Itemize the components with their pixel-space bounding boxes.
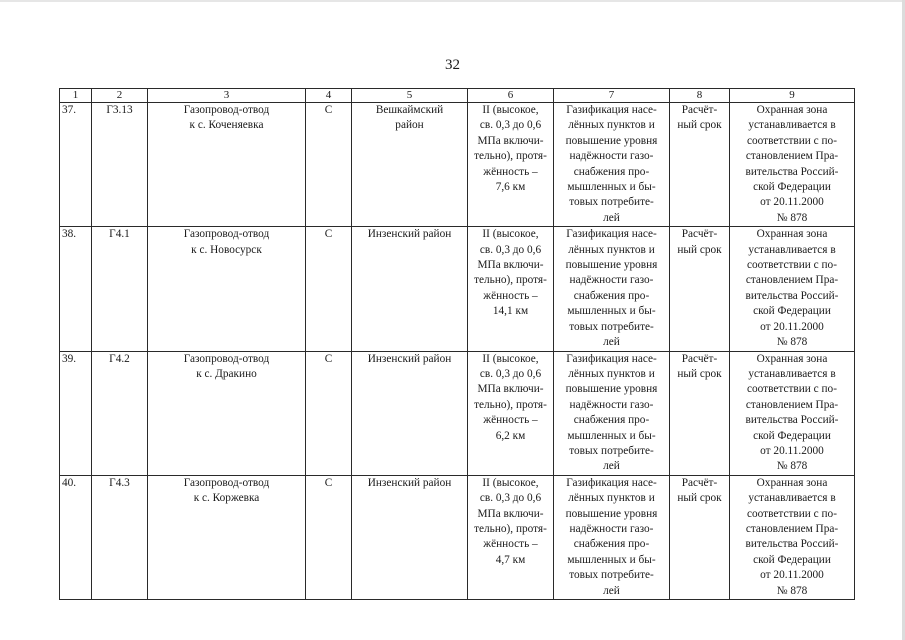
cell-line: тельно), протя- (474, 274, 547, 287)
cell-line: 6,2 км (495, 429, 526, 442)
protection-zone-cell (730, 475, 855, 599)
cell-line: соответствии с по- (747, 134, 837, 147)
cell-line: лей (603, 460, 620, 473)
cell-line: товых потребите- (569, 569, 654, 582)
cell-line: св. 0,3 до 0,6 (479, 367, 542, 380)
cell-line: вительства Россий- (745, 289, 839, 302)
gas-pipeline-table (59, 88, 855, 600)
cell-line: Расчёт- (681, 476, 718, 489)
cell-line: устанавливается в (748, 367, 836, 380)
cell-line: Газопровод-отвод (183, 104, 270, 116)
row-number-cell: 37. (60, 103, 92, 227)
cell-line: надёжности газо- (569, 150, 654, 163)
cell-line: 14,1 км (492, 305, 529, 318)
scan-top-edge (0, 0, 905, 2)
district-cell (352, 475, 468, 599)
term-cell (670, 351, 730, 475)
cell-line: Газификация насе- (566, 104, 657, 116)
cell-line: тельно), протя- (474, 522, 547, 535)
cell-line: Газопровод-отвод (183, 476, 270, 489)
cell-line: лённых пунктов и (568, 243, 655, 256)
row-number-cell: 39. (60, 351, 92, 475)
object-code-cell: Г4.1 (92, 227, 148, 351)
cell-line: вительства Россий- (745, 414, 839, 427)
cell-line: ный срок (677, 492, 722, 505)
table-row (60, 103, 855, 227)
cell-line: ный срок (677, 367, 722, 380)
table-body (60, 103, 855, 600)
column-header: 3 (148, 89, 306, 103)
cell-line: соответствии с по- (747, 383, 837, 396)
object-name-cell (148, 475, 306, 599)
cell-line: тельно), протя- (474, 398, 547, 411)
column-header: 5 (352, 89, 468, 103)
cell-line: устанавливается в (748, 492, 836, 505)
cell-line: становлением Пра- (745, 398, 839, 411)
protection-zone-cell (730, 351, 855, 475)
table-row (60, 351, 855, 475)
cell-line: Расчёт- (681, 104, 718, 116)
cell-line: жённость – (483, 538, 538, 551)
district-cell (352, 351, 468, 475)
cell-line: Расчёт- (681, 228, 718, 241)
cell-line: Инзенский район (367, 352, 452, 365)
cell-line: товых потребите- (569, 444, 654, 457)
cell-line: район (395, 119, 424, 132)
cell-line: к с. Дракино (196, 367, 257, 380)
purpose-cell (554, 227, 670, 351)
cell-line: лённых пунктов и (568, 119, 655, 132)
cell-line: становлением Пра- (745, 522, 839, 535)
cell-line: Газификация насе- (566, 352, 657, 365)
cell-line: снабжения про- (573, 165, 650, 178)
term-cell (670, 227, 730, 351)
district-cell (352, 103, 468, 227)
cell-line: вительства Россий- (745, 165, 839, 178)
cell-line: II (высокое, (482, 352, 539, 365)
cell-line: мышленных и бы- (567, 553, 656, 566)
purpose-cell (554, 103, 670, 227)
row-number-cell: 40. (60, 475, 92, 599)
status-cell: С (306, 103, 352, 227)
table-row (60, 227, 855, 351)
cell-line: лей (603, 211, 620, 224)
cell-line: лей (603, 584, 620, 597)
cell-line: ской Федерации (753, 305, 831, 318)
column-header: 8 (670, 89, 730, 103)
cell-line: к с. Коржевка (193, 492, 260, 505)
cell-line: МПа включи- (477, 134, 544, 147)
cell-line: жённость – (483, 289, 538, 302)
cell-line: соответствии с по- (747, 507, 837, 520)
cell-line: к с. Коченяевка (189, 119, 264, 132)
cell-line: от 20.11.2000 (760, 444, 824, 457)
cell-line: Газификация насе- (566, 228, 657, 241)
parameters-cell (468, 103, 554, 227)
cell-line: Газопровод-отвод (183, 352, 270, 365)
column-header: 9 (730, 89, 855, 103)
cell-line: вительства Россий- (745, 538, 839, 551)
cell-line: повышение уровня (565, 259, 658, 272)
cell-line: повышение уровня (565, 507, 658, 520)
object-name-cell (148, 351, 306, 475)
cell-line: ской Федерации (753, 429, 831, 442)
cell-line: мышленных и бы- (567, 305, 656, 318)
cell-line: от 20.11.2000 (760, 569, 824, 582)
cell-line: Охранная зона (756, 228, 828, 241)
cell-line: Охранная зона (756, 476, 828, 489)
cell-line: II (высокое, (482, 228, 539, 241)
protection-zone-cell (730, 103, 855, 227)
cell-line: Охранная зона (756, 104, 828, 116)
cell-line: II (высокое, (482, 476, 539, 489)
cell-line: надёжности газо- (569, 398, 654, 411)
cell-line: лённых пунктов и (568, 367, 655, 380)
cell-line: устанавливается в (748, 243, 836, 256)
status-cell: С (306, 351, 352, 475)
cell-line: МПа включи- (477, 507, 544, 520)
parameters-cell (468, 227, 554, 351)
cell-line: Газопровод-отвод (183, 228, 270, 241)
cell-line: св. 0,3 до 0,6 (479, 243, 542, 256)
cell-line: Расчёт- (681, 352, 718, 365)
cell-line: № 878 (776, 336, 808, 349)
cell-line: жённость – (483, 165, 538, 178)
cell-line: 7,6 км (495, 181, 526, 194)
purpose-cell (554, 475, 670, 599)
cell-line: соответствии с по- (747, 259, 837, 272)
district-cell (352, 227, 468, 351)
object-code-cell: Г4.2 (92, 351, 148, 475)
cell-line: товых потребите- (569, 196, 654, 209)
object-name-cell (148, 103, 306, 227)
object-name-cell (148, 227, 306, 351)
column-header: 7 (554, 89, 670, 103)
cell-line: повышение уровня (565, 383, 658, 396)
cell-line: товых потребите- (569, 320, 654, 333)
cell-line: снабжения про- (573, 414, 650, 427)
cell-line: от 20.11.2000 (760, 320, 824, 333)
column-header: 1 (60, 89, 92, 103)
cell-line: МПа включи- (477, 259, 544, 272)
column-header: 2 (92, 89, 148, 103)
object-code-cell: Г4.3 (92, 475, 148, 599)
cell-line: ской Федерации (753, 181, 831, 194)
cell-line: № 878 (776, 211, 808, 224)
cell-line: св. 0,3 до 0,6 (479, 492, 542, 505)
cell-line: ской Федерации (753, 553, 831, 566)
cell-line: Охранная зона (756, 352, 828, 365)
parameters-cell (468, 351, 554, 475)
column-header: 4 (306, 89, 352, 103)
cell-line: тельно), протя- (474, 150, 547, 163)
cell-line: жённость – (483, 414, 538, 427)
status-cell: С (306, 227, 352, 351)
cell-line: к с. Новосурск (191, 243, 262, 256)
protection-zone-cell (730, 227, 855, 351)
cell-line: надёжности газо- (569, 522, 654, 535)
object-code-cell: Г3.13 (92, 103, 148, 227)
header-row (60, 89, 855, 103)
cell-line: снабжения про- (573, 289, 650, 302)
cell-line: ный срок (677, 243, 722, 256)
cell-line: надёжности газо- (569, 274, 654, 287)
table-row (60, 475, 855, 599)
cell-line: лей (603, 336, 620, 349)
cell-line: становлением Пра- (745, 274, 839, 287)
cell-line: мышленных и бы- (567, 429, 656, 442)
status-cell: С (306, 475, 352, 599)
cell-line: Газификация насе- (566, 476, 657, 489)
purpose-cell (554, 351, 670, 475)
cell-line: св. 0,3 до 0,6 (479, 119, 542, 132)
cell-line: Инзенский район (367, 228, 452, 241)
cell-line: II (высокое, (482, 104, 539, 116)
row-number-cell: 38. (60, 227, 92, 351)
cell-line: МПа включи- (477, 383, 544, 396)
cell-line: снабжения про- (573, 538, 650, 551)
cell-line: № 878 (776, 584, 808, 597)
page-number: 32 (445, 57, 460, 73)
cell-line: ный срок (677, 119, 722, 132)
cell-line: 4,7 км (495, 553, 526, 566)
cell-line: лённых пунктов и (568, 492, 655, 505)
cell-line: повышение уровня (565, 134, 658, 147)
cell-line: Вешкаймский (375, 104, 444, 116)
cell-line: Инзенский район (367, 476, 452, 489)
cell-line: становлением Пра- (745, 150, 839, 163)
cell-line: мышленных и бы- (567, 181, 656, 194)
term-cell (670, 103, 730, 227)
column-header: 6 (468, 89, 554, 103)
cell-line: № 878 (776, 460, 808, 473)
term-cell (670, 475, 730, 599)
cell-line: от 20.11.2000 (760, 196, 824, 209)
parameters-cell (468, 475, 554, 599)
cell-line: устанавливается в (748, 119, 836, 132)
